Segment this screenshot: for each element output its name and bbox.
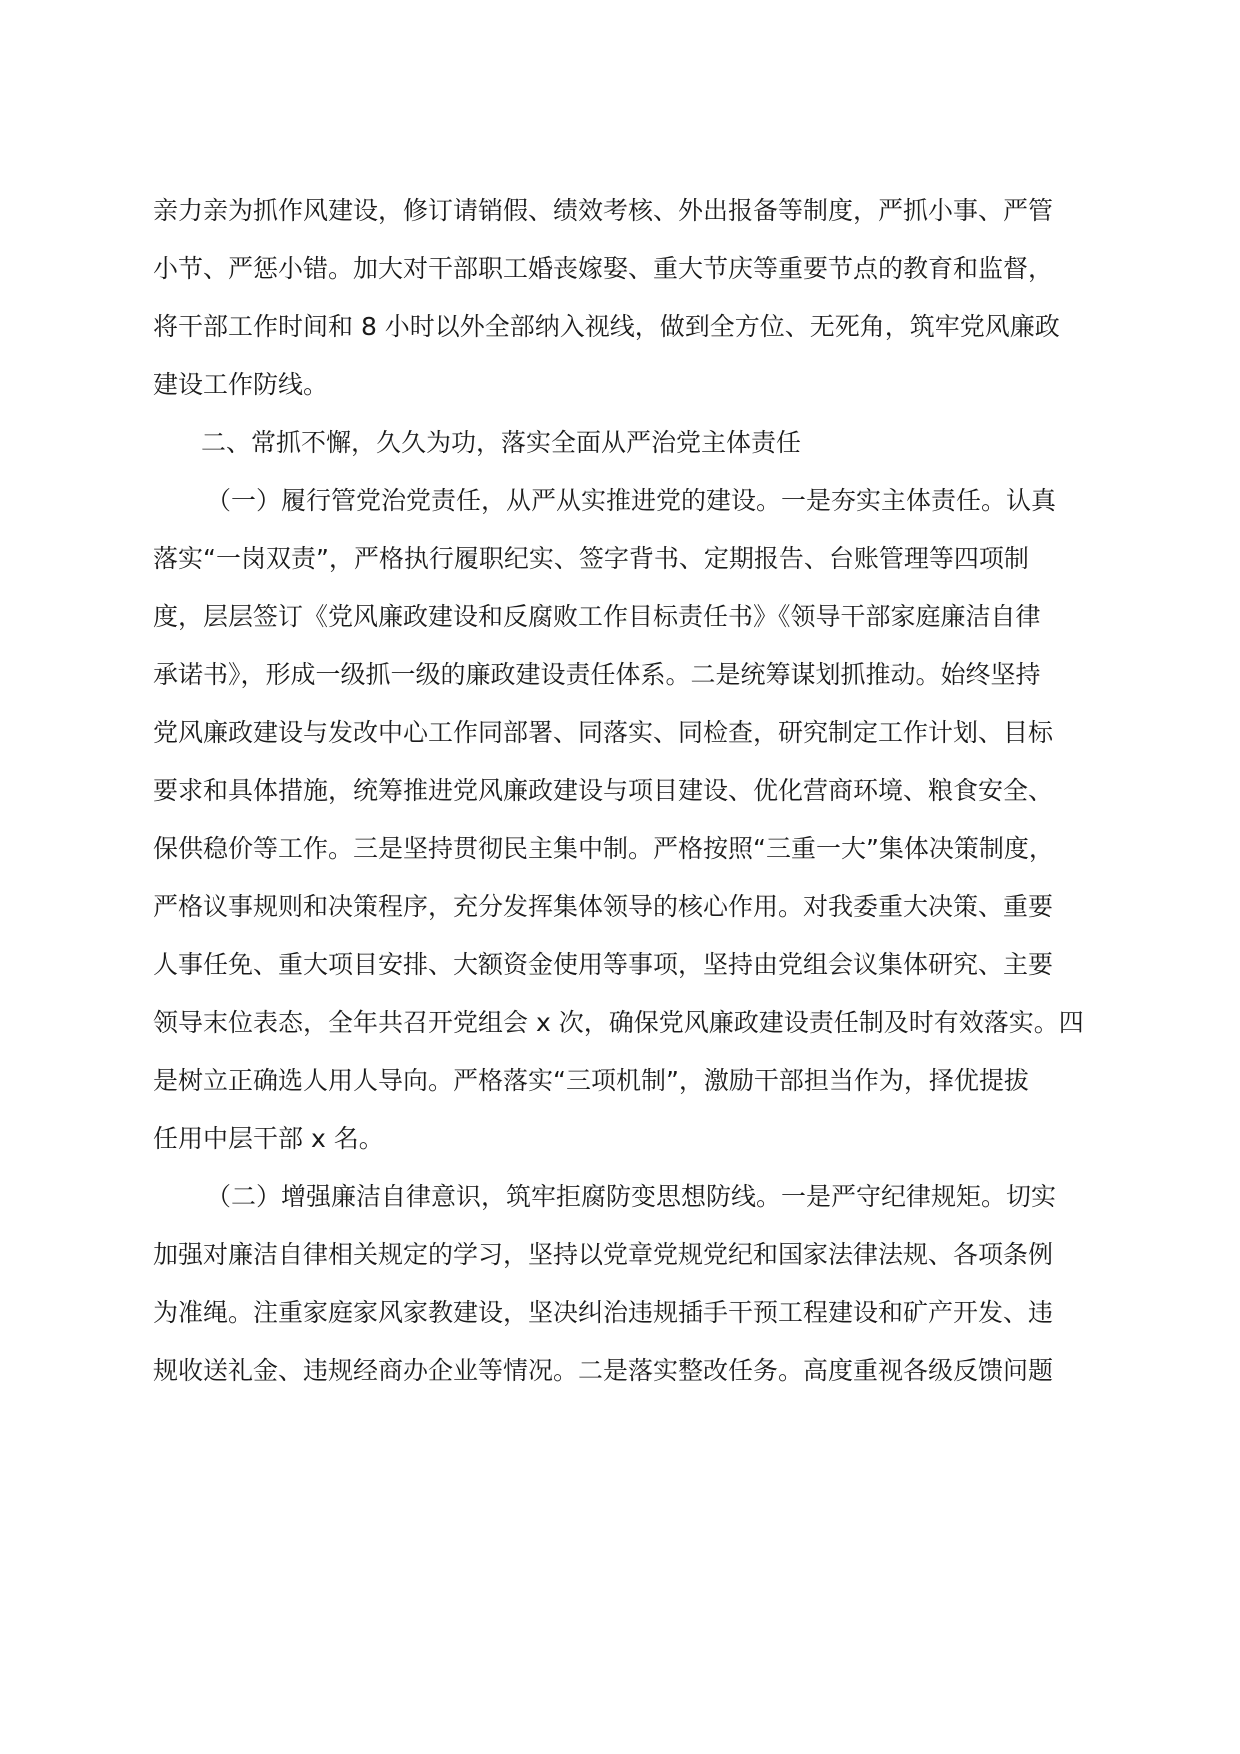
paragraph-line: 建设工作防线。 — [153, 370, 329, 399]
paragraph-line: 度，层层签订《党风廉政建设和反腐败工作目标责任书》《领导干部家庭廉洁自律 — [153, 602, 1041, 631]
paragraph-line: 规收送礼金、违规经商办企业等情况。二是落实整改任务。高度重视各级反馈问题 — [153, 1356, 1054, 1385]
paragraph-line: 保供稳价等工作。三是坚持贯彻民主集中制。严格按照“三重一大”集体决策制度， — [153, 834, 1054, 863]
paragraph-line: 为准绳。注重家庭家风家教建设，坚决纠治违规插手干预工程建设和矿产开发、违 — [153, 1298, 1054, 1327]
paragraph-line: 是树立正确选人用人导向。严格落实“三项机制”，激励干部担当作为，择优提拔 — [153, 1066, 1029, 1095]
paragraph-line: 落实“一岗双责”，严格执行履职纪实、签字背书、定期报告、台账管理等四项制 — [153, 544, 1029, 573]
subsection-heading-line: （二）增强廉洁自律意识，筑牢拒腐防变思想防线。一是严守纪律规矩。切实 — [206, 1182, 1057, 1211]
paragraph-line: 任用中层干部 x 名。 — [153, 1124, 384, 1153]
paragraph-line: 将干部工作时间和 8 小时以外全部纳入视线，做到全方位、无死角，筑牢党风廉政 — [153, 312, 1060, 341]
section-heading: 二、常抓不懈，久久为功，落实全面从严治党主体责任 — [201, 428, 802, 457]
paragraph-line: 领导末位表态，全年共召开党组会 x 次，确保党风廉政建设责任制及时有效落实。四 — [153, 1008, 1084, 1037]
paragraph-line: 加强对廉洁自律相关规定的学习，坚持以党章党规党纪和国家法律法规、各项条例 — [153, 1240, 1054, 1269]
paragraph-line: 承诺书》，形成一级抓一级的廉政建设责任体系。二是统筹谋划抓推动。始终坚持 — [153, 660, 1041, 689]
paragraph-line: 党风廉政建设与发改中心工作同部署、同落实、同检查，研究制定工作计划、目标 — [153, 718, 1054, 747]
subsection-heading-line: （一）履行管党治党责任，从严从实推进党的建设。一是夯实主体责任。认真 — [206, 486, 1057, 515]
paragraph-line: 亲力亲为抓作风建设，修订请销假、绩效考核、外出报备等制度，严抓小事、严管 — [153, 196, 1054, 225]
paragraph-line: 人事任免、重大项目安排、大额资金使用等事项，坚持由党组会议集体研究、主要 — [153, 950, 1054, 979]
document-body — [153, 182, 1084, 1400]
paragraph-line: 要求和具体措施，统筹推进党风廉政建设与项目建设、优化营商环境、粮食安全、 — [153, 776, 1054, 805]
paragraph-line: 严格议事规则和决策程序，充分发挥集体领导的核心作用。对我委重大决策、重要 — [153, 892, 1054, 921]
paragraph-line: 小节、严惩小错。加大对干部职工婚丧嫁娶、重大节庆等重要节点的教育和监督， — [153, 254, 1054, 283]
